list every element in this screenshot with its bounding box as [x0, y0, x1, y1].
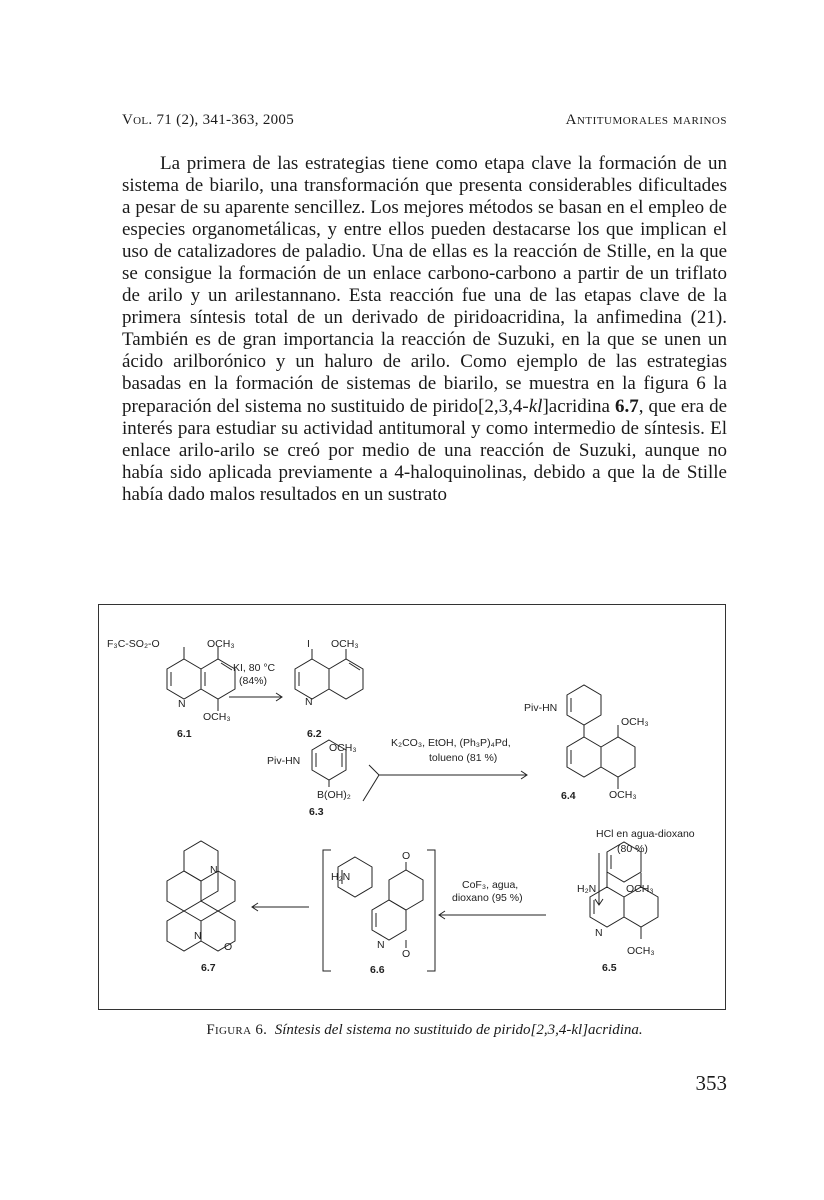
compound-label-6-1: 6.1: [177, 728, 192, 740]
arrow3-yield: (80 %): [617, 843, 648, 855]
arrow4-reagents: CoF₃, agua,: [462, 879, 519, 891]
c64-piv-label: Piv-HN: [524, 702, 558, 714]
compound-6-4-structure: [567, 685, 635, 789]
paragraph-text-3: , que era de interés para estudiar su actividad antitumoral y como intermedio de síntesis. El enlace arilo-arilo se creó por medio de una reacción de Suzuki, aunque no había sido aplicada previamente a 4-haloquinolinas, debido a que la de Stille había dado malos resultados en un sustrato: [122, 395, 727, 505]
c63-piv-label: Piv-HN: [267, 755, 301, 767]
header-title: Antitumorales marinos: [565, 112, 727, 128]
compound-6-2-structure: [295, 649, 363, 699]
c61-ome-bot-label: OCH₃: [203, 711, 231, 723]
paragraph-text-1: La primera de las estrategias tiene como etapa clave la formación de un sistema de biarilo, una transformación que presenta considerables dificultades a pesar de su aparente sencillez. Los mejores métodos se basan en el empleo de especies organometálicas, y entre ellos pueden destacarse los que implican el uso de catalizadores de paladio. Una de ellas es la reacción de Stille, en la que se consigue la formación de un enlace carbono-carbono a partir de un triflato de arilo y un arilestannano. Esta reacción fue una de las etapas clave de la primera síntesis total de un derivado de piridoacridina, la anfimedina (21). También es de gran importancia la reacción de Suzuki, en la que se unen un ácido arilborónico y un haluro de arilo. Como ejemplo de las estrategias basadas en la formación de sistemas de biarilo, se muestra en la figura 6 la preparación del sistema no sustituido de pirido[2,3,4-: [122, 153, 727, 417]
compound-label-6-6: 6.6: [370, 964, 385, 976]
compound-label-6-7: 6.7: [201, 962, 216, 974]
c66-n-label: N: [377, 939, 385, 951]
paragraph-compound-ref: 6.7: [614, 395, 639, 417]
body-paragraph: [122, 153, 727, 506]
c62-ome-bot-label: OCH₃: [329, 742, 357, 754]
compound-label-6-4: 6.4: [561, 790, 576, 802]
c67-o-label: O: [224, 941, 233, 953]
figure-6-scheme: [98, 604, 726, 1010]
c67-n-bot-label: N: [194, 930, 202, 942]
compound-6-6-structure: [338, 857, 423, 948]
c66-o-top-label: O: [402, 850, 411, 862]
c61-ome-top-label: OCH₃: [207, 638, 235, 650]
arrow4-solvent-yield: dioxano (95 %): [452, 892, 523, 904]
paragraph-text-2: ]acridina: [542, 395, 615, 417]
c67-n-top-label: N: [210, 864, 218, 876]
c65-nh2-label: H₂N: [577, 883, 597, 895]
c62-n-label: N: [305, 696, 313, 708]
paragraph-italic: kl: [528, 395, 543, 417]
c64-ome-bot-label: OCH₃: [609, 789, 637, 801]
c65-ome-top-label: OCH₃: [626, 883, 654, 895]
arrow1-reagents: KI, 80 °C: [233, 662, 276, 674]
compound-label-6-2: 6.2: [307, 728, 322, 740]
c63-boronic-label: B(OH)₂: [317, 789, 351, 801]
c65-n-label: N: [595, 927, 603, 939]
reaction-scheme-svg: [99, 605, 725, 1009]
arrow2-reagents: K₂CO₃, EtOH, (Ph₃P)₄Pd,: [391, 737, 511, 749]
arrow3-reagents: HCl en agua-dioxano: [596, 828, 695, 840]
c66-o-bot-label: O: [402, 948, 411, 960]
running-header: [122, 112, 727, 134]
header-volume: Vol. 71 (2), 341-363, 2005: [122, 112, 295, 128]
c66-nh2-label: H₂N: [331, 871, 351, 883]
caption-text: Síntesis del sistema no sustituido de pirido[2,3,4-kl]acridina.: [274, 1022, 643, 1038]
compound-label-6-3: 6.3: [309, 806, 324, 818]
caption-label: Figura 6.: [206, 1022, 268, 1038]
figure-caption: [122, 1022, 727, 1039]
c65-ome-bot-label: OCH₃: [627, 945, 655, 957]
arrow1-yield: (84%): [239, 675, 268, 687]
c64-ome-top-label: OCH₃: [621, 716, 649, 728]
page-number: 353: [695, 1071, 727, 1095]
c62-iodo-label: I: [307, 638, 310, 650]
arrow2-solvent-yield: tolueno (81 %): [429, 752, 498, 764]
c61-n-label: N: [178, 698, 186, 710]
c61-triflate-label: F₃C-SO₂-O: [107, 638, 160, 650]
compound-label-6-5: 6.5: [602, 962, 617, 974]
c62-ome-top-label: OCH₃: [331, 638, 359, 650]
